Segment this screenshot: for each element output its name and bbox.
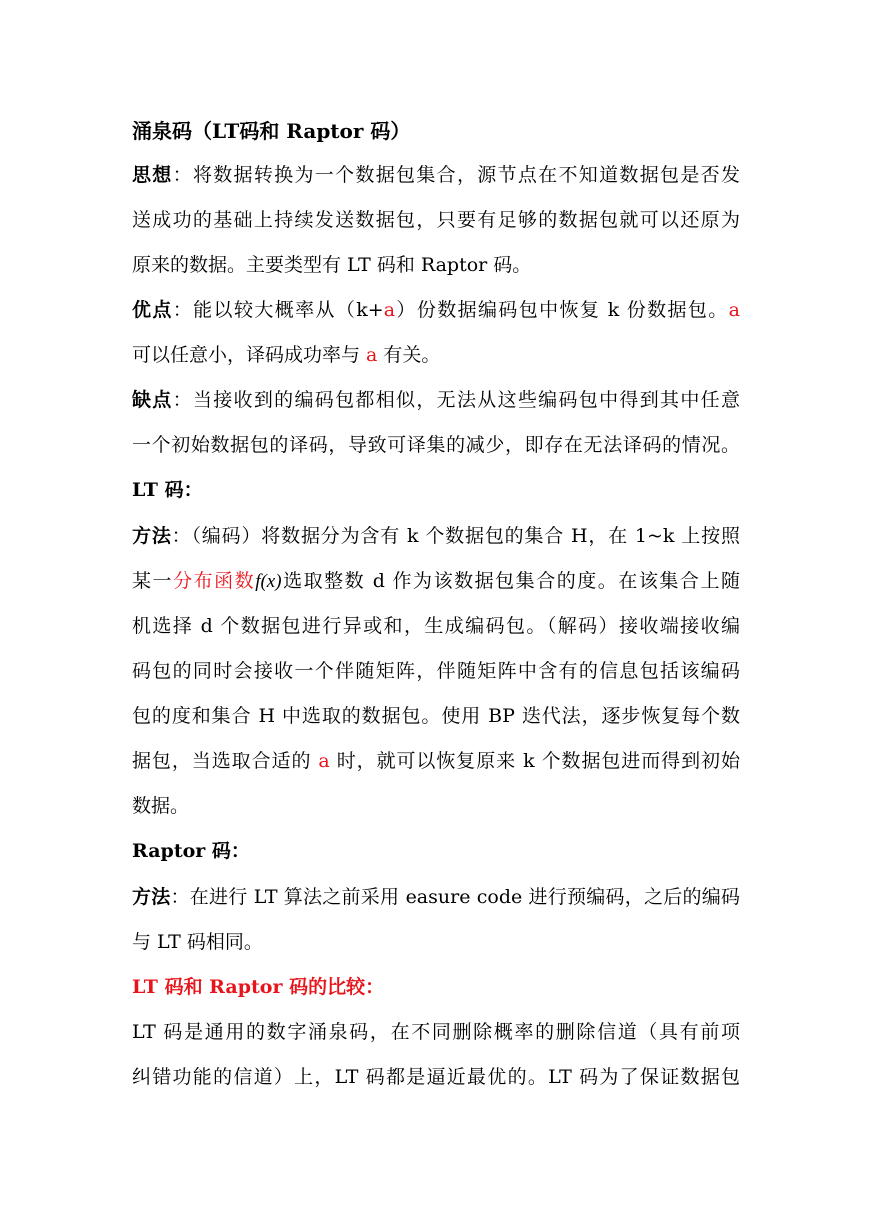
lt-line-2 — [132, 569, 740, 594]
lt-method-label: 方法 — [132, 525, 172, 547]
pros-line-1 — [132, 298, 740, 322]
lt-text-2a: 某一 — [132, 570, 174, 592]
lt-line-1 — [132, 524, 740, 548]
raptor-text-1: 在进行 LT 算法之前采用 easure code 进行预编码，之后的编码 — [189, 886, 740, 908]
idea-line-3: 原来的数据。主要类型有 LT 码和 Raptor 码。 — [132, 254, 532, 276]
cons-text-1: 当接收到的编码包都相似，无法从这些编码包中得到其中任意 — [192, 389, 740, 411]
raptor-line-1 — [132, 885, 740, 909]
pros-label: 优点 — [132, 299, 173, 321]
lt-line-6 — [132, 749, 740, 773]
compare-line-2: 纠错功能的信道）上，LT 码都是逼近最优的。LT 码为了保证数据包 — [132, 1066, 740, 1088]
lt-math-fx: f(x) — [255, 571, 282, 592]
cons-label: 缺点 — [132, 389, 173, 411]
lt-heading: LT 码： — [132, 479, 203, 501]
cons-line-1 — [132, 388, 740, 412]
pros-colon: ： — [172, 299, 194, 321]
lt-line-4: 码包的同时会接收一个伴随矩阵，伴随矩阵中含有的信息包括该编码 — [132, 660, 740, 682]
idea-line-1 — [132, 163, 740, 187]
compare-heading: LT 码和 Raptor 码的比较： — [132, 976, 385, 998]
lt-text-1: （编码）将数据分为含有 k 个数据包的集合 H，在 1~k 上按照 — [191, 525, 740, 547]
pros-var-a-2: a — [728, 299, 740, 321]
raptor-method-colon: ： — [170, 886, 190, 908]
pros-var-a-1: a — [383, 299, 396, 321]
pros-text-2b: 有关。 — [377, 344, 441, 366]
cons-line-2: 一个初始数据包的译码，导致可译集的减少，即存在无法译码的情况。 — [132, 434, 740, 456]
lt-text-6a: 据包，当选取合适的 — [132, 750, 319, 772]
lt-line-5: 包的度和集合 H 中选取的数据包。使用 BP 迭代法，逐步恢复每个数 — [132, 705, 740, 727]
compare-line-1: LT 码是通用的数字涌泉码，在不同删除概率的删除信道（具有前项 — [132, 1021, 740, 1043]
pros-text-2a: 可以任意小，译码成功率与 — [132, 344, 367, 366]
cons-colon: ： — [172, 389, 193, 411]
lt-line-3: 机选择 d 个数据包进行异或和，生成编码包。（解码）接收端接收编 — [132, 615, 740, 637]
pros-text-1a: 能以较大概率从（k+ — [193, 299, 384, 321]
pros-text-1b: ）份数据编码包中恢复 k 份数据包。 — [395, 299, 729, 321]
idea-colon: ： — [172, 164, 193, 186]
lt-var-a: a — [318, 750, 330, 772]
lt-line-7: 数据。 — [132, 795, 190, 817]
lt-text-6b: 时，就可以恢复原来 k 个数据包进而得到初始 — [329, 750, 740, 772]
raptor-line-2: 与 LT 码相同。 — [132, 931, 263, 953]
idea-label: 思想 — [132, 164, 173, 186]
raptor-heading: Raptor 码： — [132, 840, 250, 862]
pros-var-a-3: a — [366, 344, 378, 366]
page-title: 涌泉码（LT码和 Raptor 码） — [132, 119, 411, 143]
pros-line-2 — [132, 343, 740, 367]
lt-method-colon: ： — [171, 525, 192, 547]
lt-text-2b: 选取整数 d 作为该数据包集合的度。在该集合上随 — [281, 570, 740, 592]
lt-distribution-function: 分布函数 — [173, 570, 256, 592]
idea-text-1: 将数据转换为一个数据包集合，源节点在不知道数据包是否发 — [192, 164, 740, 186]
idea-line-2: 送成功的基础上持续发送数据包，只要有足够的数据包就可以还原为 — [132, 209, 740, 231]
raptor-method-label: 方法 — [132, 886, 171, 908]
